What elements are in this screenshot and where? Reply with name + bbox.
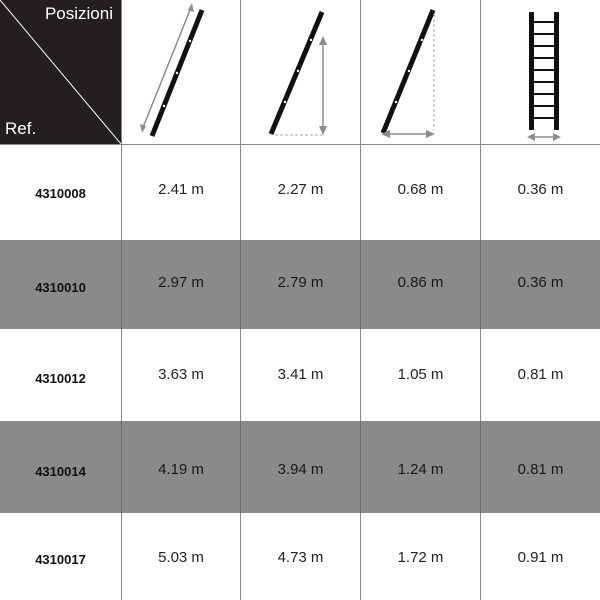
table-row [0, 421, 600, 513]
height-cell: 4.73 m [240, 513, 360, 600]
ref-cell: 4310017 [35, 552, 86, 567]
header-height [240, 0, 360, 144]
base-distance-cell: 1.72 m [360, 513, 480, 600]
base-distance-cell: 0.68 m [360, 145, 480, 240]
ref-cell: 4310010 [35, 280, 86, 295]
full-length-cell: 5.03 m [121, 513, 240, 600]
ref-cell: 4310008 [35, 186, 86, 201]
positions-label: Posizioni [44, 4, 113, 23]
height-cell: 2.27 m [240, 145, 360, 240]
full-length-cell: 2.41 m [121, 145, 240, 240]
width-cell: 0.36 m [480, 240, 600, 329]
table-row [0, 513, 600, 600]
height-cell: 3.41 m [240, 329, 360, 421]
base-distance-cell: 1.24 m [360, 421, 480, 513]
width-cell: 0.81 m [480, 421, 600, 513]
width-cell: 0.81 m [480, 329, 600, 421]
ladder-height-icon [241, 0, 361, 144]
ladder-full-length-icon [122, 0, 241, 144]
header-full-length [121, 0, 240, 144]
full-length-cell: 2.97 m [121, 240, 240, 329]
ref-cell: 4310014 [35, 463, 86, 479]
ladder-base-distance-icon [361, 0, 481, 144]
width-cell: 0.36 m [480, 145, 600, 240]
header-base-distance [360, 0, 480, 144]
table-row [0, 145, 600, 240]
full-length-cell: 4.19 m [121, 421, 240, 513]
width-cell: 0.91 m [480, 513, 600, 600]
table-row [0, 329, 600, 421]
base-distance-cell: 1.05 m [360, 329, 480, 421]
base-distance-cell: 0.86 m [360, 240, 480, 329]
header-corner [0, 0, 121, 144]
height-cell: 3.94 m [240, 421, 360, 513]
height-cell: 2.79 m [240, 240, 360, 329]
table-row [0, 240, 600, 329]
ref-label: Ref. [5, 119, 37, 138]
full-length-cell: 3.63 m [121, 329, 240, 421]
header-width [480, 0, 600, 144]
ladder-width-icon [481, 0, 600, 144]
ref-cell: 4310012 [35, 370, 86, 386]
